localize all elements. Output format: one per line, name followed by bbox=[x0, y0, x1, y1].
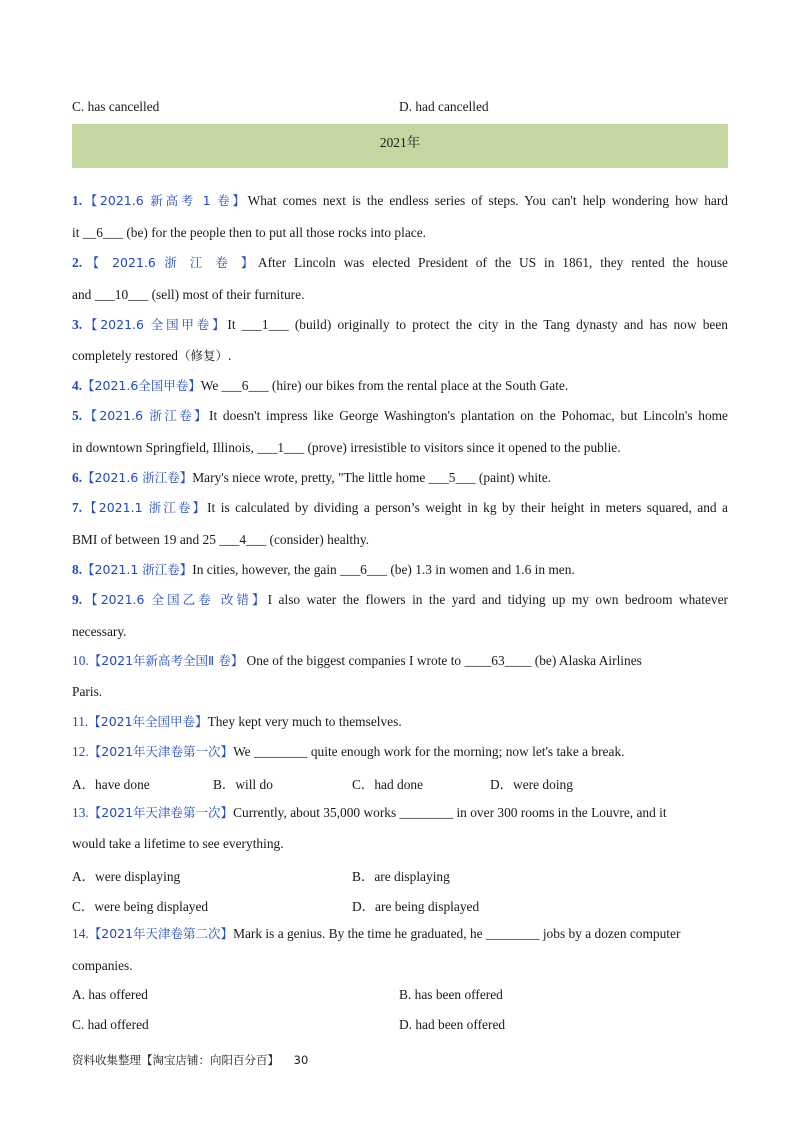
question-13-option-c: C．were being displayed bbox=[72, 899, 209, 914]
question-13-line-1: 13.【2021年天津卷第一次】Currently, about 35,000 works ________ in over 300 rooms in the Louvre, and it bbox=[72, 805, 667, 820]
question-3-line-1: 3.【2021.6 全国甲卷】It ___1___ (build) originally to protect the city in the Tang dynasty and has now been bbox=[72, 317, 728, 332]
question-10-line-1: 10.【2021年新高考全国Ⅱ 卷】 One of the biggest companies I wrote to ____63____ (be) Alaska Airlines bbox=[72, 653, 642, 668]
answer-blank: __6___ bbox=[82, 225, 123, 240]
question-14-line-1: 14.【2021年天津卷第二次】Mark is a genius. By the time he graduated, he ________ jobs by a dozen computer bbox=[72, 926, 681, 941]
question-12-option-d: D．were doing bbox=[490, 777, 573, 792]
question-12-option-c: C．had done bbox=[352, 777, 424, 792]
question-12-option-b: B．will do bbox=[213, 777, 273, 792]
section-banner bbox=[72, 124, 728, 168]
option-c-has-cancelled: C. has cancelled bbox=[72, 99, 160, 114]
question-7-line-1: 7.【2021.1 浙江卷】It is calculated by dividing a person’s weight in kg by their height in meters squared, and a bbox=[72, 500, 729, 515]
answer-blank: ___1___ bbox=[241, 317, 289, 332]
question-1-line-2: it __6___ (be) for the people then to put all those rocks into place. bbox=[72, 225, 427, 240]
question-6: 6.【2021.6 浙江卷】Mary's niece wrote, pretty, "The little home ___5___ (paint) white. bbox=[72, 470, 552, 485]
question-5-line-2: in downtown Springfield, Illinois, ___1___ (prove) irresistible to visitors since it opened to the publie. bbox=[72, 440, 621, 455]
question-4: 4.【2021.6全国甲卷】We ___6___ (hire) our bikes from the rental place at the South Gate. bbox=[72, 378, 569, 393]
section-title: 2021年 bbox=[379, 135, 421, 150]
question-12: 12.【2021年天津卷第一次】We ________ quite enough work for the morning; now let's take a break. bbox=[72, 744, 625, 759]
page-footer bbox=[72, 1052, 308, 1068]
question-13-option-a: A．were displaying bbox=[72, 869, 181, 884]
question-3-line-2: completely restored（修复）. bbox=[72, 348, 232, 363]
answer-blank: ___10___ bbox=[94, 287, 149, 302]
question-13-line-2: would take a lifetime to see everything. bbox=[72, 836, 284, 851]
question-9-line-2: necessary. bbox=[72, 624, 127, 639]
question-12-option-a: A．have done bbox=[72, 777, 150, 792]
page-number: 30 bbox=[293, 1053, 309, 1067]
question-14-option-b: B. has been offered bbox=[399, 987, 503, 1002]
question-5-line-1: 5.【2021.6 浙江卷】It doesn't impress like George Washington's plantation on the Pohomac, but Lincoln's home bbox=[72, 408, 728, 423]
question-14-option-d: D. had been offered bbox=[399, 1017, 506, 1032]
question-14-option-a: A. has offered bbox=[72, 987, 148, 1002]
answer-blank: ___6___ bbox=[340, 562, 387, 577]
question-14-option-c: C. had offered bbox=[72, 1017, 149, 1032]
question-7-line-2: BMI of between 19 and 25 ___4___ (consider) healthy. bbox=[72, 532, 370, 547]
footer-text: 资料收集整理【淘宝店铺：向阳百分百】 bbox=[72, 1053, 279, 1067]
answer-blank: ___5___ bbox=[428, 470, 476, 485]
question-13-option-b: B．are displaying bbox=[352, 869, 450, 884]
question-9-line-1: 9.【2021.6 全国乙卷 改错】I also water the flowers in the yard and tidying up my own bedroom whatever bbox=[72, 592, 729, 607]
question-1-line-1: 1.【2021.6 新高考 1 卷】What comes next is the endless series of steps. You can't help wondering how hard bbox=[72, 193, 728, 208]
option-d-had-cancelled: D. had cancelled bbox=[399, 99, 489, 114]
question-11: 11.【2021年全国甲卷】They kept very much to themselves. bbox=[72, 714, 402, 729]
question-8: 8.【2021.1 浙江卷】In cities, however, the gain ___6___ (be) 1.3 in women and 1.6 in men. bbox=[72, 562, 575, 577]
answer-blank: ___4___ bbox=[219, 532, 267, 547]
answer-blank: ___6___ bbox=[221, 378, 269, 393]
question-2-line-1: 2.【 2021.6 浙 江 卷 】After Lincoln was elected President of the US in 1861, they rented the house bbox=[72, 255, 729, 270]
answer-blank: ___1___ bbox=[257, 440, 305, 455]
answer-blank: ____63____ bbox=[464, 653, 532, 668]
question-14-line-2: companies. bbox=[72, 958, 133, 973]
question-13-option-d: D．are being displayed bbox=[352, 899, 480, 914]
question-2-line-2: and ___10___ (sell) most of their furniture. bbox=[72, 287, 305, 302]
question-10-line-2: Paris. bbox=[72, 684, 103, 699]
